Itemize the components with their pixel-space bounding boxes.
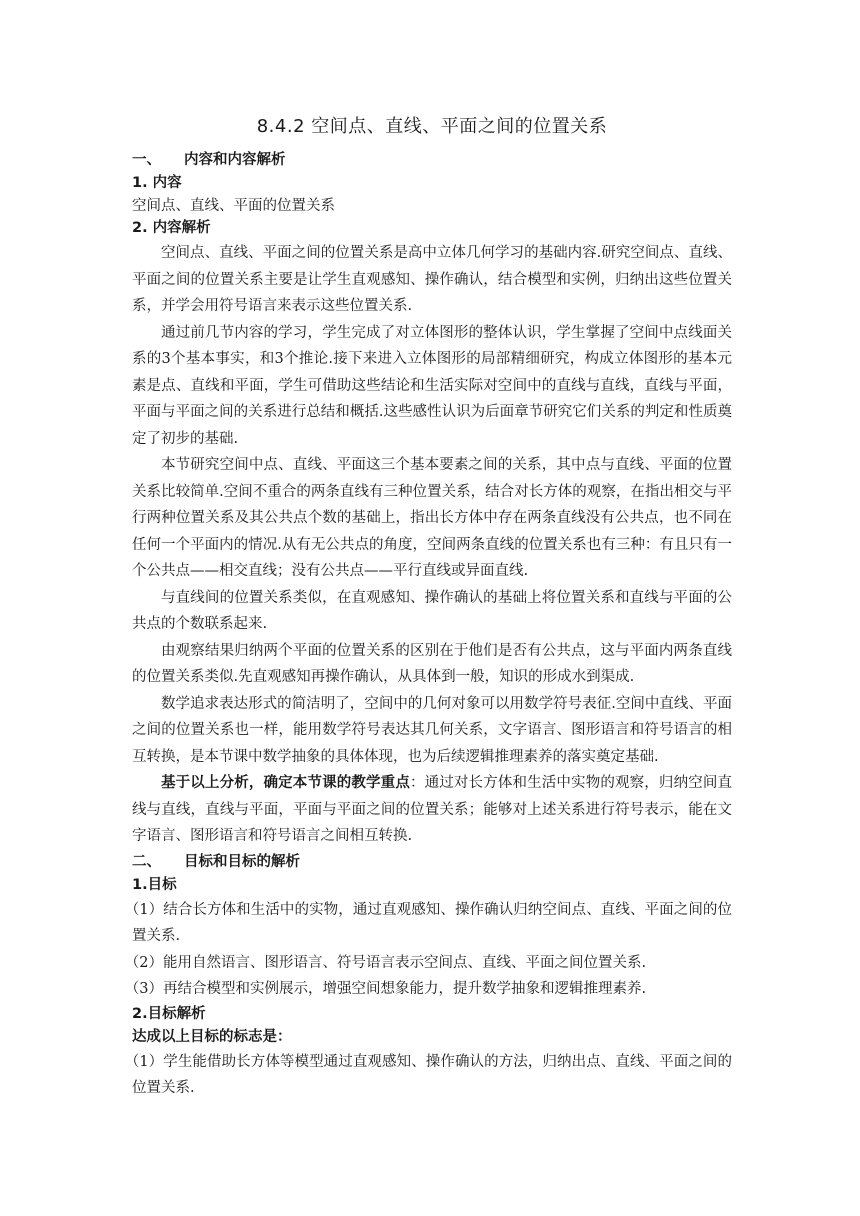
section-title: 内容和内容解析 bbox=[184, 152, 286, 168]
subheading-goals: 1.目标 bbox=[132, 876, 177, 893]
section-title: 目标和目标的解析 bbox=[184, 853, 300, 870]
teaching-focus-text: ：通过对长方体和生活中实物的观察，归纳空间直线与直线，直线与平面，平面与平面之间的位置关系；能够对上述关系进行符号表示，能在文字语言、图形语言和符号语言之间相互转换. bbox=[132, 775, 733, 844]
teaching-focus-paragraph bbox=[132, 770, 732, 850]
teaching-focus-label: 基于以上分析，确定本节课的教学重点 bbox=[161, 775, 410, 791]
document-page bbox=[124, 0, 733, 1102]
content-text: 空间点、直线、平面的位置关系 bbox=[132, 198, 335, 214]
paragraph: 与直线间的位置关系类似，在直观感知、操作确认的基础上将位置关系和直线与平面的公共点的个数联系起来. bbox=[132, 589, 732, 632]
section-number: 二、 bbox=[132, 853, 161, 870]
paragraph: 通过前几节内容的学习，学生完成了对立体图形的整体认识，学生掌握了空间中点线面关系的3个基本事实，和3个推论.接下来进入立体图形的局部精细研究，构成立体图形的基本元素是点、直线和平面，学生可借助这些结论和生活实际对空间中的直线与直线，直线与平面，平面与平面之间的关系进行总结和概括.这些感性认识为后面章节研究它们关系的判定和性质奠定了初步的基础. bbox=[132, 324, 732, 447]
goal-item: （1）结合长方体和生活中的实物，通过直观感知、操作确认归纳空间点、直线、平面之间的位置关系. bbox=[124, 901, 732, 944]
goal-item: （2）能用自然语言、图形语言、符号语言表示空间点、直线、平面之间位置关系. bbox=[124, 954, 647, 971]
section-number: 一、 bbox=[132, 152, 161, 168]
paragraph: 数学追求表达形式的简洁明了，空间中的几何对象可以用数学符号表征.空间中直线、平面之间的位置关系也一样，能用数学符号表达其几何关系，文字语言、图形语言和符号语言的相互转换，是本节课中数学抽象的具体体现，也为后续逻辑推理素养的落实奠定基础. bbox=[132, 695, 732, 765]
achievement-label: 达成以上目标的标志是： bbox=[132, 1028, 292, 1045]
achievement-item: （1）学生能借助长方体等模型通过直观感知、操作确认的方法，归纳出点、直线、平面之间的位置关系. bbox=[124, 1053, 732, 1096]
subheading-goal-analysis: 2.目标解析 bbox=[132, 1005, 206, 1022]
section-heading-goals bbox=[132, 850, 732, 874]
paragraph: 本节研究空间中点、直线、平面这三个基本要素之间的关系，其中点与直线、平面的位置关系比较简单.空间不重合的两条直线有三种位置关系，结合对长方体的观察，在指出相交与平行两种位置关系及其公共点个数的基础上，指出长方体中存在两条直线没有公共点，也不同在任何一个平面内的情况.从有无公共点的角度，空间两条直线的位置关系也有三种：有且只有一个公共点——相交直线；没有公共点——平行直线或异面直线. bbox=[132, 457, 732, 579]
section-heading-content bbox=[132, 148, 732, 172]
page-title: 8.4.2 空间点、直线、平面之间的位置关系 bbox=[256, 116, 608, 137]
paragraph: 由观察结果归纳两个平面的位置关系的区别在于他们是否有公共点，这与平面内两条直线的位置关系类似.先直观感知再操作确认，从具体到一般，知识的形成水到渠成. bbox=[132, 642, 732, 685]
subheading-content: 1. 内容 bbox=[132, 175, 182, 191]
subheading-content-analysis: 2. 内容解析 bbox=[132, 220, 211, 236]
paragraph: 空间点、直线、平面之间的位置关系是高中立体几何学习的基础内容.研究空间点、直线、平面之间的位置关系主要是让学生直观感知、操作确认，结合模型和实例，归纳出这些位置关系，并学会用符号语言来表示这些位置关系. bbox=[132, 245, 732, 314]
goal-item: （3）再结合模型和实例展示，增强空间想象能力，提升数学抽象和逻辑推理素养. bbox=[124, 981, 647, 997]
